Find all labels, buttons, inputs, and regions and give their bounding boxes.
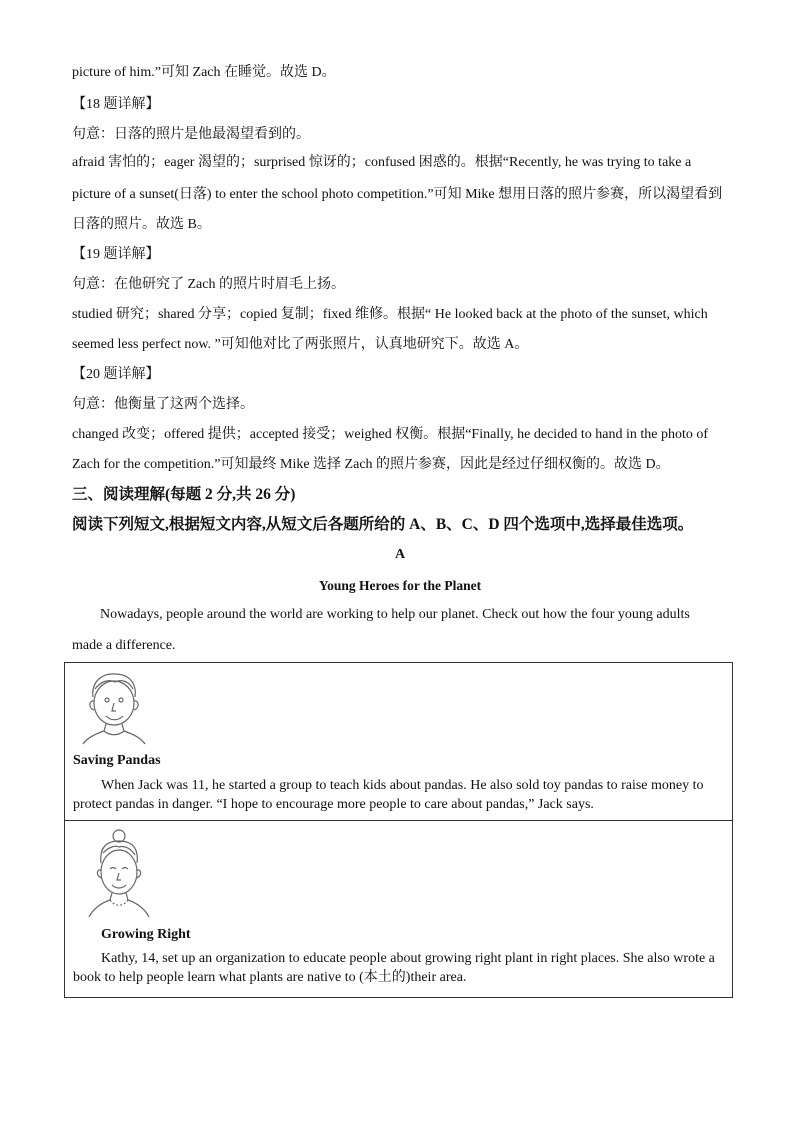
intro-line: made a difference. [72,638,176,653]
hero-text: Kathy, 14, set up an organization to educate people about growing right plant in right places. She also wrote a book to help people learn what plants are native to (本土的)their area. [73,951,715,985]
q18-explanation-line: 日落的照片。故选 B。 [72,217,211,232]
q19-title: 【19 题详解】 [72,247,160,262]
q18-title: 【18 题详解】 [72,97,160,112]
q19-meaning: 句意：在他研究了 Zach 的照片时眉毛上扬。 [72,277,345,292]
q18-explanation-line: afraid 害怕的；eager 渴望的；surprised 惊讶的；confused 困惑的。根据“Recently, he was trying to take a [72,155,692,170]
hero-card [64,820,733,998]
q19-explanation-line: studied 研究；shared 分享；copied 复制；fixed 维修。根据“ He looked back at the photo of the sunset, which [72,307,708,322]
q17-explanation-tail: picture of him.”可知 Zach 在睡觉。故选 D。 [72,65,336,80]
q18-explanation-line: picture of a sunset(日落) to enter the school photo competition.”可知 Mike 想用日落的照片参赛，所以渴望看到 [72,187,723,202]
intro-line: Nowadays, people around the world are working to help our planet. Check out how the four young adults [100,607,690,622]
girl-portrait-icon [79,827,159,919]
boy-portrait-icon [75,667,155,745]
passage-letter: A [394,547,406,562]
q20-explanation-line: Zach for the competition.”可知最终 Mike 选择 Zach 的照片参赛，因此是经过仔细权衡的。故选 D。 [72,457,670,472]
hero-card [64,662,733,821]
q19-explanation-line: seemed less perfect now. ”可知他对比了两张照片，认真地研究下。故选 A。 [72,337,529,352]
passage-title: Young Heroes for the Planet [318,578,482,593]
q20-explanation-line: changed 改变；offered 提供；accepted 接受；weighed 权衡。根据“Finally, he decided to hand in the photo of [72,427,709,442]
hero-heading: Saving Pandas [73,753,161,768]
q18-meaning: 句意：日落的照片是他最渴望看到的。 [72,127,310,142]
q20-title: 【20 题详解】 [72,367,160,382]
hero-text: When Jack was 11, he started a group to teach kids about pandas. He also sold toy pandas to raise money to protect pandas in danger. “I hope to encourage more people to care about pandas,” Jack says. [73,778,704,812]
q20-meaning: 句意：他衡量了这两个选择。 [72,397,254,412]
hero-heading: Growing Right [101,927,191,942]
section-heading: 三、阅读理解(每题 2 分,共 26 分) [72,486,296,503]
section-instruction: 阅读下列短文,根据短文内容,从短文后各题所给的 A、B、C、D 四个选项中,选择最佳选项。 [72,516,694,533]
